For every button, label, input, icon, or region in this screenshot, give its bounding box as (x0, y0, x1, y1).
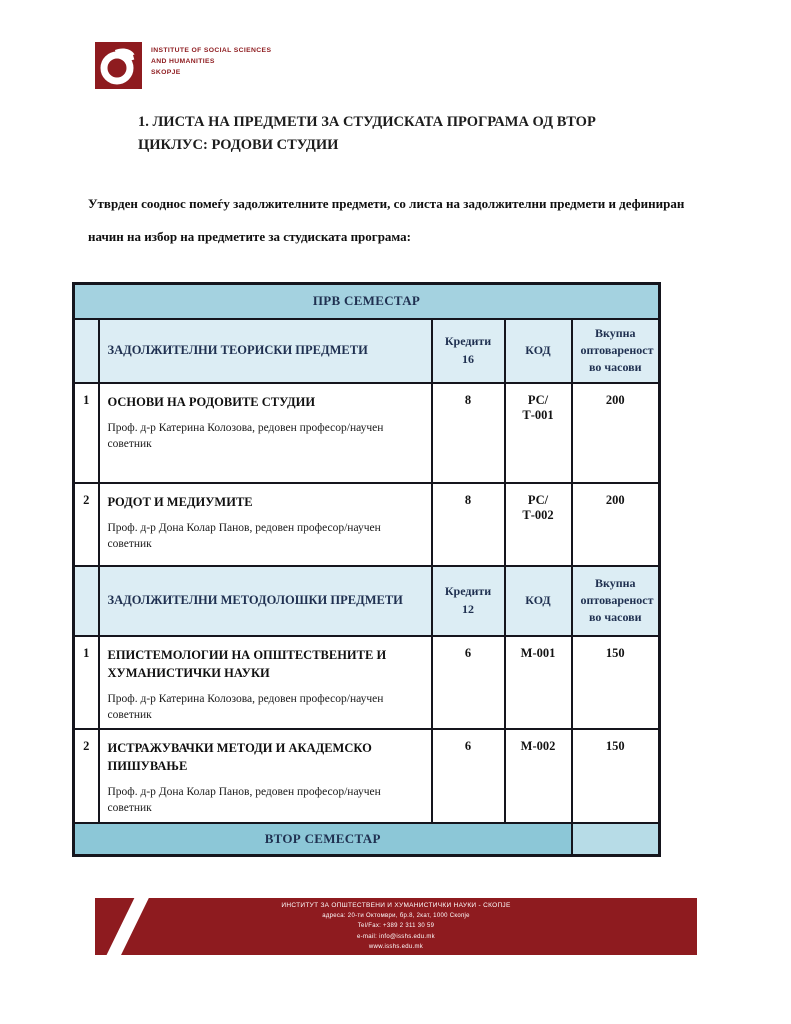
page-footer (95, 898, 697, 955)
group-load-header: Вкупна оптовареност во часови (572, 566, 660, 636)
group-title-methodological: ЗАДОЛЖИТЕЛНИ МЕТОДОЛОШКИ ПРЕДМЕТИ (99, 566, 432, 636)
course-title: ОСНОВИ НА РОДОВИТЕ СТУДИИ (107, 394, 316, 409)
table-row-course (74, 483, 660, 566)
course-code: РС/Т-001 (505, 383, 572, 483)
course-load: 150 (572, 636, 660, 729)
course-code: М-002 (505, 729, 572, 822)
course-cell (99, 483, 432, 566)
course-number: 1 (74, 383, 99, 483)
group-credits-header (432, 566, 505, 636)
group-code-header: КОД (505, 319, 572, 383)
logo-text-line: SKOPJE (151, 68, 181, 76)
course-code: М-001 (505, 636, 572, 729)
table-row-semester-1 (74, 284, 660, 319)
group-load-header: Вкупна оптовареност во часови (572, 319, 660, 383)
page-title: 1. ЛИСТА НА ПРЕДМЕТИ ЗА СТУДИСКАТА ПРОГРАМА ОД ВТОР ЦИКЛУС: РОДОВИ СТУДИИ (138, 114, 596, 154)
table-row-group-methodological (74, 566, 660, 636)
course-cell (99, 636, 432, 729)
institute-logo-text (151, 42, 271, 79)
credits-label: Кредити (444, 584, 492, 599)
table-row-semester-2 (74, 823, 660, 856)
institute-logo-icon (95, 42, 142, 89)
course-number: 2 (74, 729, 99, 822)
footer-email: e-mail: info@isshs.edu.mk (357, 933, 435, 940)
credits-total: 12 (462, 601, 474, 616)
course-cell (99, 729, 432, 822)
course-lecturer: Проф. д-р Катерина Колозова, редовен професор/научен советник (107, 692, 384, 722)
logo-text-line: INSTITUTE OF SOCIAL SCIENCES (151, 47, 272, 54)
course-lecturer: Проф. д-р Дона Колар Панов, редовен професор/научен советник (107, 521, 381, 550)
table-row-group-theoretical (74, 319, 660, 383)
course-title: ИСТРАЖУВАЧКИ МЕТОДИ И АКАДЕМСКО ПИШУВАЊЕ (107, 741, 372, 774)
course-credits: 6 (432, 636, 505, 729)
semester-2-header: ВТОР СЕМЕСТАР (74, 823, 572, 856)
course-lecturer: Проф. д-р Катерина Колозова, редовен професор/научен советник (107, 421, 384, 450)
course-load: 150 (572, 729, 660, 822)
credits-label: Кредити (444, 334, 492, 349)
course-lecturer: Проф. д-р Дона Колар Панов, редовен професор/научен советник (107, 786, 381, 815)
group-code-header: КОД (505, 566, 572, 636)
course-table (72, 282, 661, 857)
table-row-course (74, 383, 660, 483)
course-load: 200 (572, 383, 660, 483)
course-credits: 6 (432, 729, 505, 822)
logo-text-line: AND HUMANITIES (151, 57, 215, 65)
course-code: РС/Т-002 (505, 483, 572, 566)
table-row-course (74, 636, 660, 729)
course-number: 1 (74, 636, 99, 729)
course-number: 2 (74, 483, 99, 566)
group-num-spacer (74, 319, 99, 383)
group-title-theoretical: ЗАДОЛЖИТЕЛНИ ТЕОРИСКИ ПРЕДМЕТИ (99, 319, 432, 383)
credits-total: 16 (462, 351, 474, 366)
footer-phone: Tel/Fax: +389 2 311 30 59 (357, 923, 435, 930)
course-title: РОДОТ И МЕДИУМИТЕ (107, 494, 253, 509)
footer-website: www.isshs.edu.mk (368, 943, 424, 950)
group-num-spacer (74, 566, 99, 636)
group-credits-header (432, 319, 505, 383)
course-credits: 8 (432, 383, 505, 483)
table-row-course (74, 729, 660, 822)
course-credits: 8 (432, 483, 505, 566)
header-brand (95, 42, 271, 89)
footer-address: адреса: 20-ти Октомври, бр.8, 2кат, 1000 Скопје (322, 912, 470, 919)
course-cell (99, 383, 432, 483)
intro-paragraph: Утврден сооднос помеѓу задолжителните предмети, со листа на задолжителни предмети и дефиниран начин на избор на предметите за студиската програма: (88, 196, 685, 244)
semester-2-right-cell (572, 823, 660, 856)
course-load: 200 (572, 483, 660, 566)
semester-1-header: ПРВ СЕМЕСТАР (74, 284, 660, 319)
course-title: ЕПИСТЕМОЛОГИИ НА ОПШТЕСТВЕНИТЕ И ХУМАНИСТИЧКИ НАУКИ (107, 647, 387, 680)
footer-institute-name: ИНСТИТУТ ЗА ОПШТЕСТВЕНИ И ХУМАНИСТИЧКИ НАУКИ - СКОПЈЕ (281, 901, 511, 909)
